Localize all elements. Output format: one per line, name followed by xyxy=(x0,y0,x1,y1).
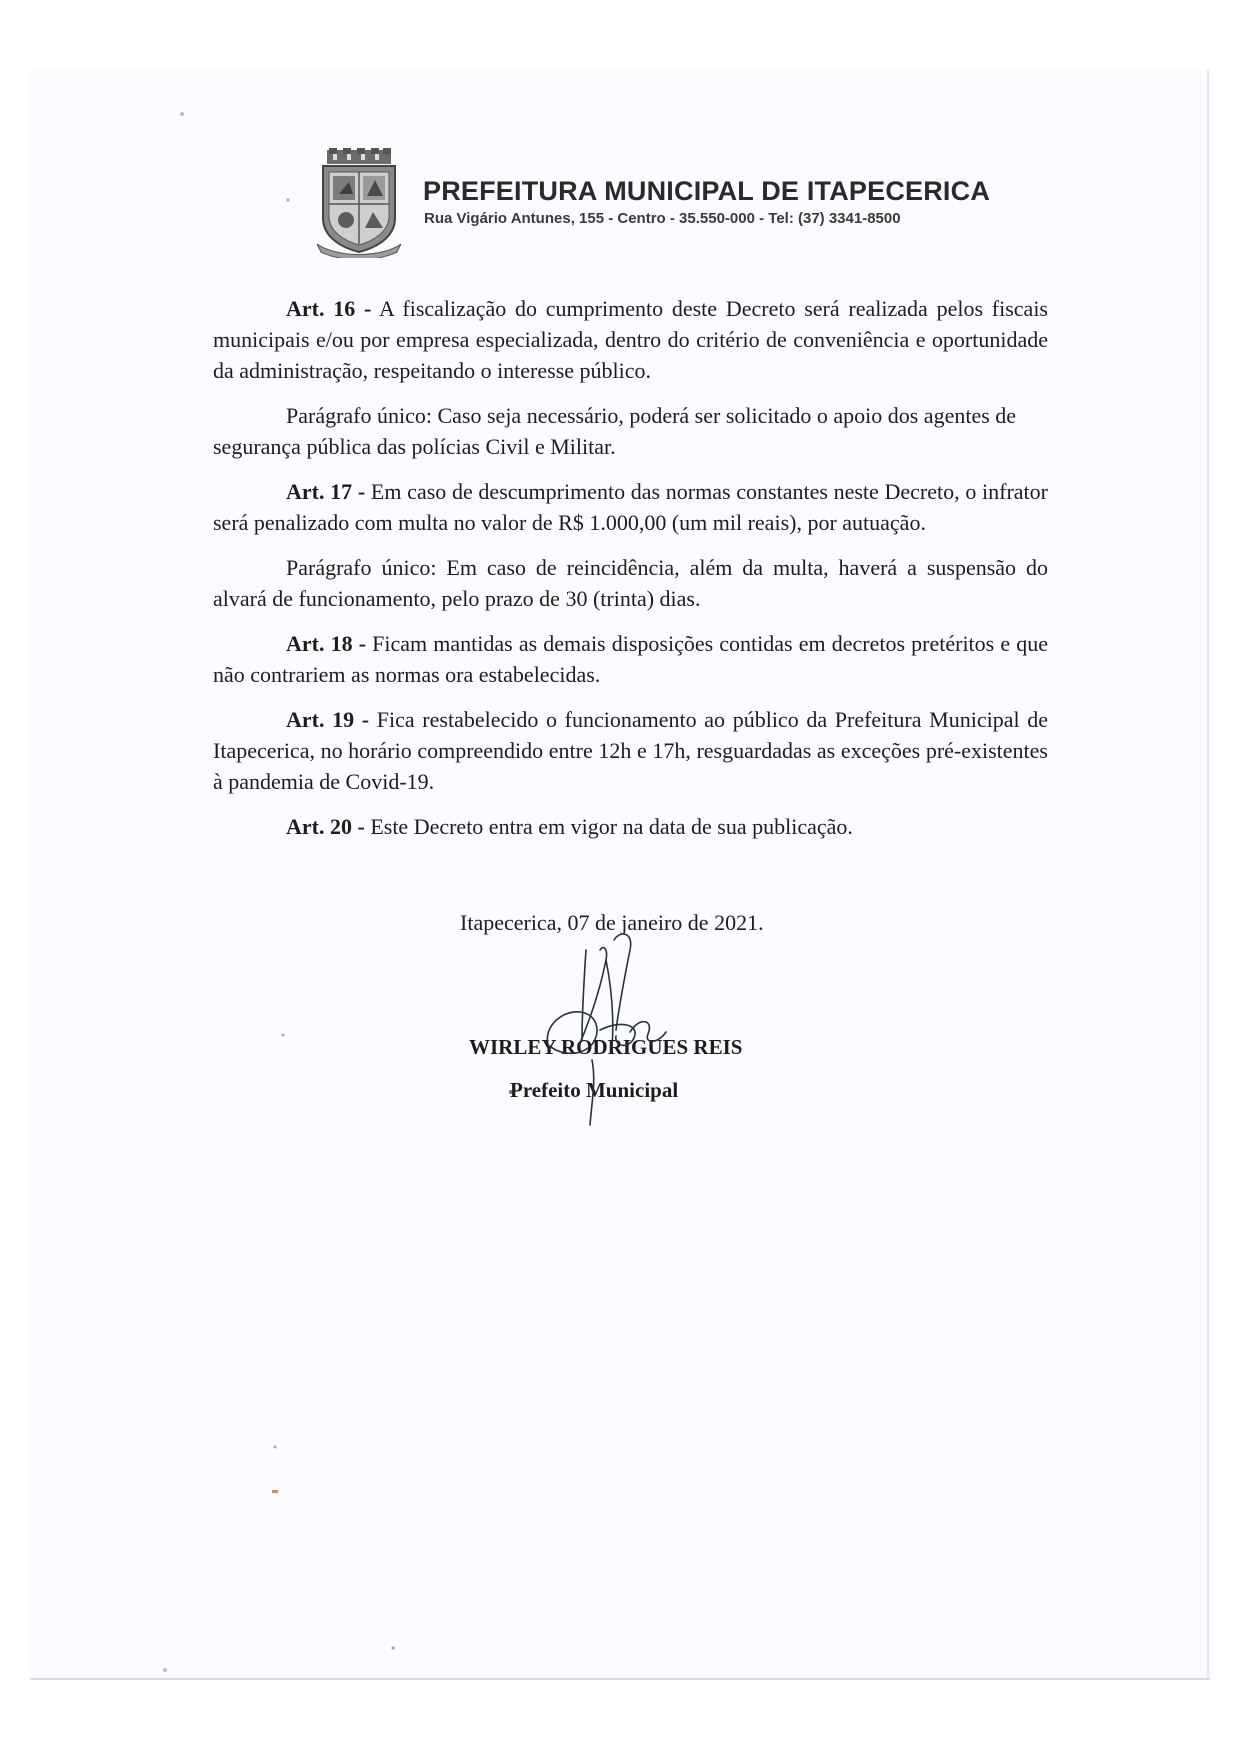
org-address: Rua Vigário Antunes, 155 - Centro - 35.550-000 - Tel: (37) 3341-8500 xyxy=(424,210,901,227)
article-text: Ficam mantidas as demais disposições contidas em decretos pretéritos e que não contrariem as normas ora estabelecidas. xyxy=(213,631,1049,687)
article-label: Art. 16 - xyxy=(286,296,372,321)
paragraph-text: Parágrafo único: Em caso de reincidência, além da multa, haverá a suspensão do alvará de funcionamento, pelo prazo de 30 (trinta) dias. xyxy=(213,555,1048,611)
letterhead xyxy=(313,148,991,258)
article-text: Fica restabelecido o funcionamento ao público da Prefeitura Municipal de Itapecerica, no horário compreendido entre 12h e 17h, resguardadas as exceções pré-existentes à pandemia de Covid-19. xyxy=(213,707,1048,794)
article-text: Este Decreto entra em vigor na data de sua publicação. xyxy=(364,814,853,839)
article-18 xyxy=(213,628,1048,690)
article-17 xyxy=(213,476,1048,538)
article-16 xyxy=(213,293,1048,386)
article-20 xyxy=(213,811,1048,842)
paragraph-single-17 xyxy=(213,552,1048,614)
signer-name: WIRLEY RODRIGUES REIS xyxy=(469,1035,743,1059)
article-19 xyxy=(213,704,1048,797)
org-name: PREFEITURA MUNICIPAL DE ITAPECERICA xyxy=(423,176,991,206)
article-text: A fiscalização do cumprimento deste Decreto será realizada pelos fiscais municipais e/ou por empresa especializada, dentro do critério de conveniência e oportunidade da administração, respeitando o interesse público. xyxy=(213,296,1048,383)
paragraph-text: Parágrafo único: Caso seja necessário, poderá ser solicitado o apoio dos agentes de segurança pública das polícias Civil e Militar. xyxy=(213,403,1017,459)
article-label: Art. 17 - xyxy=(286,479,366,504)
scan-edge-bottom xyxy=(30,1678,1210,1680)
article-text: Em caso de descumprimento das normas constantes neste Decreto, o infrator será penalizado com multa no valor de R$ 1.000,00 (um mil reais), por autuação. xyxy=(213,479,1049,535)
scan-edge-right xyxy=(1207,70,1209,1680)
article-label: Art. 19 - xyxy=(286,707,370,732)
signer-title: Prefeito Municipal xyxy=(510,1078,679,1102)
handwritten-signature xyxy=(530,920,710,1130)
decree-body xyxy=(213,293,1048,856)
article-label: Art. 20 - xyxy=(286,814,365,839)
article-label: Art. 18 - xyxy=(286,631,367,656)
paragraph-single-16 xyxy=(213,400,1048,462)
date-line: Itapecerica, 07 de janeiro de 2021. xyxy=(460,910,764,935)
municipal-coat-of-arms-icon xyxy=(313,148,405,258)
